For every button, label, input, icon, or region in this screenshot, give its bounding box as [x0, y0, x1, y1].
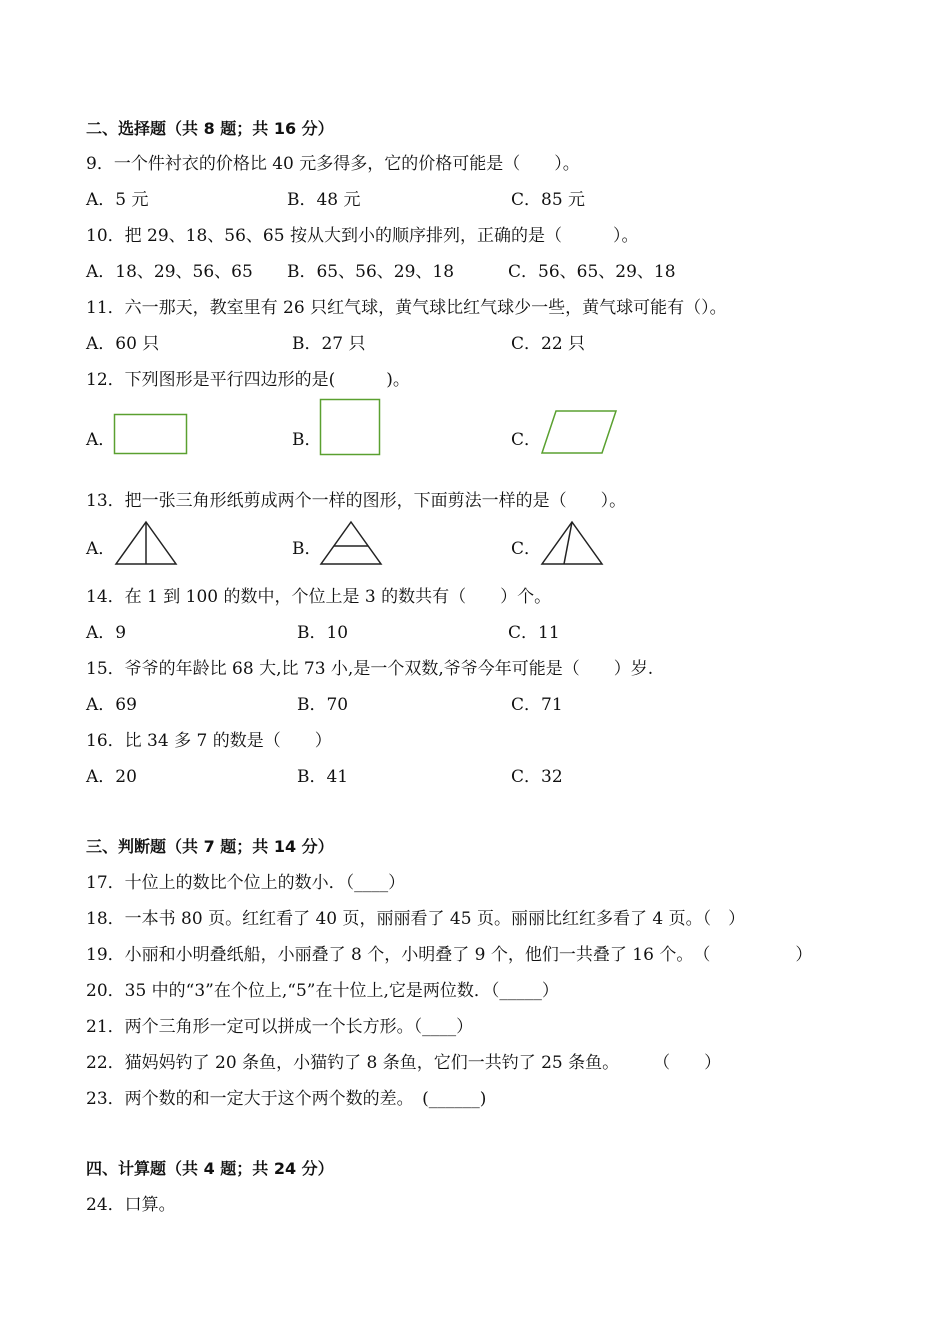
section-title-judgement: 三、判断题（共 7 题；共 14 分） [86, 837, 334, 856]
q11-option-a[interactable]: A．60 只 [86, 334, 160, 354]
question-21: 21．两个三角形一定可以拼成一个长方形。（____） [86, 1017, 474, 1037]
question-20: 20．35 中的“3”在个位上,“5”在十位上,它是两位数．（_____） [86, 981, 559, 1001]
q9-option-c[interactable]: C．85 元 [511, 190, 586, 210]
question-19: 19．小丽和小明叠纸船，小丽叠了 8 个，小明叠了 9 个，他们一共叠了 16 个。 （ ） [86, 945, 813, 965]
q15-option-b[interactable]: B．70 [297, 695, 349, 715]
q9-option-b[interactable]: B．48 元 [287, 190, 361, 210]
question-14: 14．在 1 到 100 的数中，个位上是 3 的数共有（ ）个。 [86, 587, 552, 607]
section-title-calculation: 四、计算题（共 4 题；共 24 分） [86, 1159, 334, 1178]
q13-option-b[interactable]: B． [292, 539, 322, 559]
question-22: 22．猫妈妈钓了 20 条鱼，小猫钓了 8 条鱼，它们一共钓了 25 条鱼。 （ ） [86, 1053, 722, 1073]
question-17: 17．十位上的数比个位上的数小．（____） [86, 873, 406, 893]
question-11: 11．六一那天，教室里有 26 只红气球，黄气球比红气球少一些，黄气球可能有（）。 [86, 298, 727, 318]
question-9: 9．一个件衬衣的价格比 40 元多得多，它的价格可能是（ ）。 [86, 154, 580, 174]
q14-option-c[interactable]: C．11 [508, 623, 560, 643]
q10-option-c[interactable]: C．56、65、29、18 [508, 262, 676, 282]
q10-option-b[interactable]: B．65、56、29、18 [287, 262, 455, 282]
q13-triangle-horizontal-cut-figure [319, 520, 383, 566]
q16-option-a[interactable]: A．20 [86, 767, 137, 787]
question-16: 16．比 34 多 7 的数是（ ） [86, 731, 332, 751]
q16-option-b[interactable]: B．41 [297, 767, 349, 787]
q12-option-a[interactable]: A． [86, 430, 116, 450]
q11-option-c[interactable]: C．22 只 [511, 334, 586, 354]
question-18: 18．一本书 80 页。红红看了 40 页，丽丽看了 45 页。丽丽比红红多看了 4 页。（ ） [86, 909, 746, 929]
question-13: 13．把一张三角形纸剪成两个一样的图形，下面剪法一样的是（ ）。 [86, 491, 627, 511]
question-23: 23．两个数的和一定大于这个两个数的差。 (______) [86, 1089, 487, 1109]
section-title-choice: 二、选择题（共 8 题；共 16 分） [86, 119, 334, 138]
q13-triangle-center-cut-figure [114, 520, 178, 566]
q12-parallelogram-figure [540, 409, 618, 456]
question-12: 12．下列图形是平行四边形的是( )。 [86, 370, 410, 390]
q13-triangle-offset-cut-figure [540, 520, 604, 566]
question-24: 24．口算。 [86, 1195, 176, 1215]
q12-option-c[interactable]: C． [511, 430, 542, 450]
q13-option-a[interactable]: A． [86, 539, 116, 559]
q13-option-c[interactable]: C． [511, 539, 542, 559]
question-10: 10．把 29、18、56、65 按从大到小的顺序排列，正确的是（ ）。 [86, 226, 639, 246]
q9-option-a[interactable]: A．5 元 [86, 190, 149, 210]
q11-option-b[interactable]: B．27 只 [292, 334, 366, 354]
q12-square-figure [319, 398, 382, 457]
q14-option-a[interactable]: A．9 [86, 623, 127, 643]
q15-option-a[interactable]: A．69 [86, 695, 137, 715]
q12-rectangle-figure [113, 413, 189, 457]
q14-option-b[interactable]: B．10 [297, 623, 349, 643]
q10-option-a[interactable]: A．18、29、56、65 [86, 262, 253, 282]
q12-option-b[interactable]: B． [292, 430, 322, 450]
q15-option-c[interactable]: C．71 [511, 695, 563, 715]
q16-option-c[interactable]: C．32 [511, 767, 563, 787]
question-15: 15．爷爷的年龄比 68 大,比 73 小,是一个双数,爷爷今年可能是（ ）岁. [86, 659, 654, 679]
